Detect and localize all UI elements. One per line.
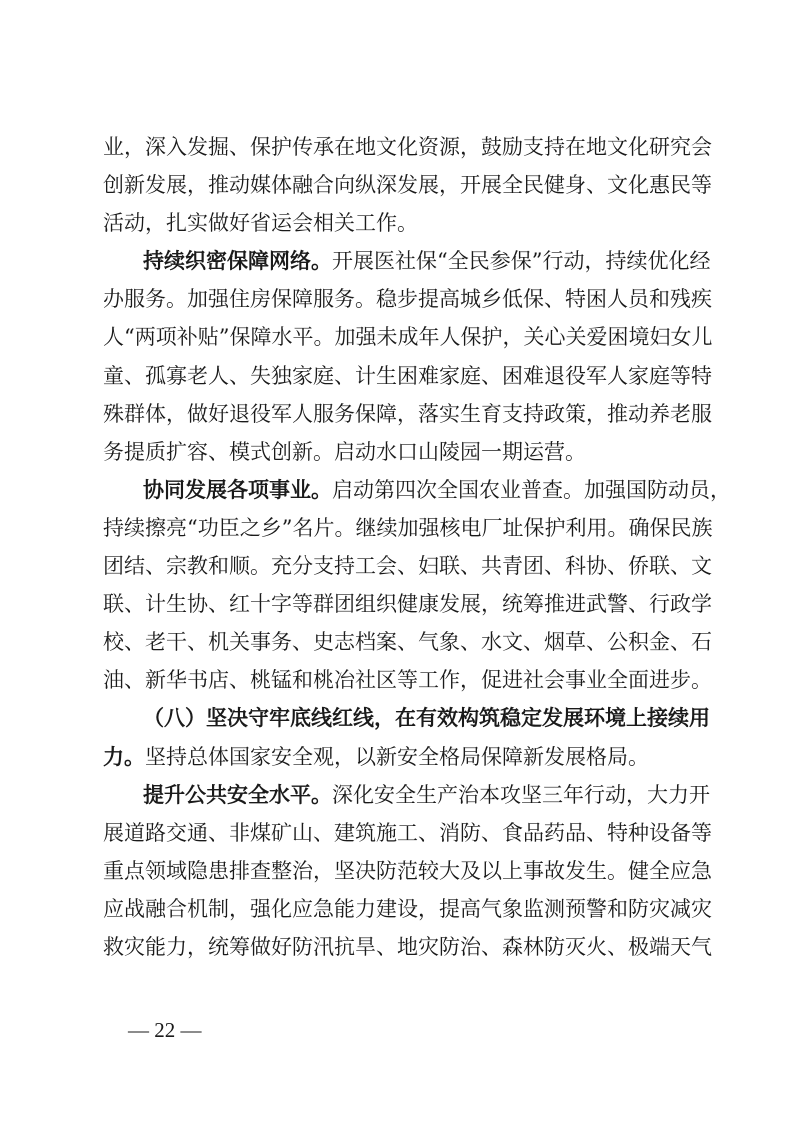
text-line [103, 776, 710, 814]
page-number: — 22 — [128, 1018, 202, 1042]
document-body [103, 128, 731, 966]
text-line [103, 852, 712, 890]
text-line [103, 623, 712, 661]
text-line [103, 585, 712, 623]
text-line [103, 814, 712, 852]
line-text: 重点领域隐患排查整治，坚决防范较大及以上事故发生。健全应急 [103, 858, 712, 883]
text-line [103, 166, 712, 204]
text-line [103, 738, 703, 776]
line-text: 办服务。加强住房保障服务。稳步提高城乡低保、特困人员和残疾 [103, 287, 712, 312]
line-text: 校、老干、机关事务、史志档案、气象、水文、烟草、公积金、石 [103, 630, 712, 655]
line-text: 创新发展，推动媒体融合向纵深发展，开展全民健身、文化惠民等 [103, 173, 712, 198]
text-line [103, 395, 712, 433]
text-line [103, 280, 712, 318]
text-line [103, 661, 712, 699]
text-line [103, 890, 712, 928]
text-line [103, 242, 711, 280]
bold-heading: （八）坚决守牢底线红线，在有效构筑稳定发展环境上接续用 [143, 706, 710, 731]
text-line [103, 547, 712, 585]
text-line [103, 318, 713, 356]
text-line [103, 128, 712, 166]
paragraph [103, 699, 710, 775]
line-text: 团结、宗教和顺。充分支持工会、妇联、共青团、科协、侨联、文 [103, 554, 712, 579]
paragraph [103, 776, 712, 966]
line-text: 务提质扩容、模式创新。启动水口山陵园一期运营。 [103, 439, 586, 464]
line-text: 开展医社保“全民参保”行动，持续优化经 [332, 249, 711, 274]
text-line [103, 928, 712, 966]
text-line [103, 204, 703, 242]
text-line [103, 433, 703, 471]
line-text: 持续擦亮“功臣之乡”名片。继续加强核电厂址保护利用。确保民族 [103, 515, 713, 540]
line-text: 人“两项补贴”保障水平。加强未成年人保护，关心关爱困境妇女儿 [103, 325, 713, 350]
line-text: 展道路交通、非煤矿山、建筑施工、消防、食品药品、特种设备等 [103, 820, 712, 845]
text-line [103, 357, 712, 395]
text-line [103, 699, 710, 737]
line-text: 殊群体，做好退役军人服务保障，落实生育支持政策，推动养老服 [103, 401, 712, 426]
line-text: 联、计生协、红十字等群团组织健康发展，统筹推进武警、行政学 [103, 592, 712, 617]
line-text: 应战融合机制，强化应急能力建设，提高气象监测预警和防灾减灾 [103, 896, 712, 921]
line-text: 深化安全生产治本攻坚三年行动，大力开 [332, 782, 710, 807]
line-text: 活动，扎实做好省运会相关工作。 [103, 211, 418, 236]
line-text: 业，深入发掘、保护传承在地文化资源，鼓励支持在地文化研究会 [103, 135, 712, 159]
bold-heading: 提升公共安全水平。 [143, 782, 332, 807]
bold-heading: 持续织密保障网络。 [143, 249, 332, 274]
line-text: 童、孤寡老人、失独家庭、计生困难家庭、困难退役军人家庭等特 [103, 363, 712, 388]
bold-heading: 协同发展各项事业。 [143, 477, 332, 502]
paragraph [103, 128, 712, 242]
text-line [103, 509, 713, 547]
paragraph [103, 242, 713, 471]
line-text: 坚持总体国家安全观，以新安全格局保障新发展格局。 [145, 744, 649, 769]
bold-heading: 力。 [103, 744, 145, 769]
line-text: 启动第四次全国农业普查。加强国防动员， [332, 477, 731, 502]
text-line [103, 471, 731, 509]
paragraph [103, 471, 731, 700]
line-text: 油、新华书店、桃锰和桃冶社区等工作，促进社会事业全面进步。 [103, 668, 712, 693]
line-text: 救灾能力，统筹做好防汛抗旱、地灾防治、森林防灭火、极端天气 [103, 934, 712, 959]
